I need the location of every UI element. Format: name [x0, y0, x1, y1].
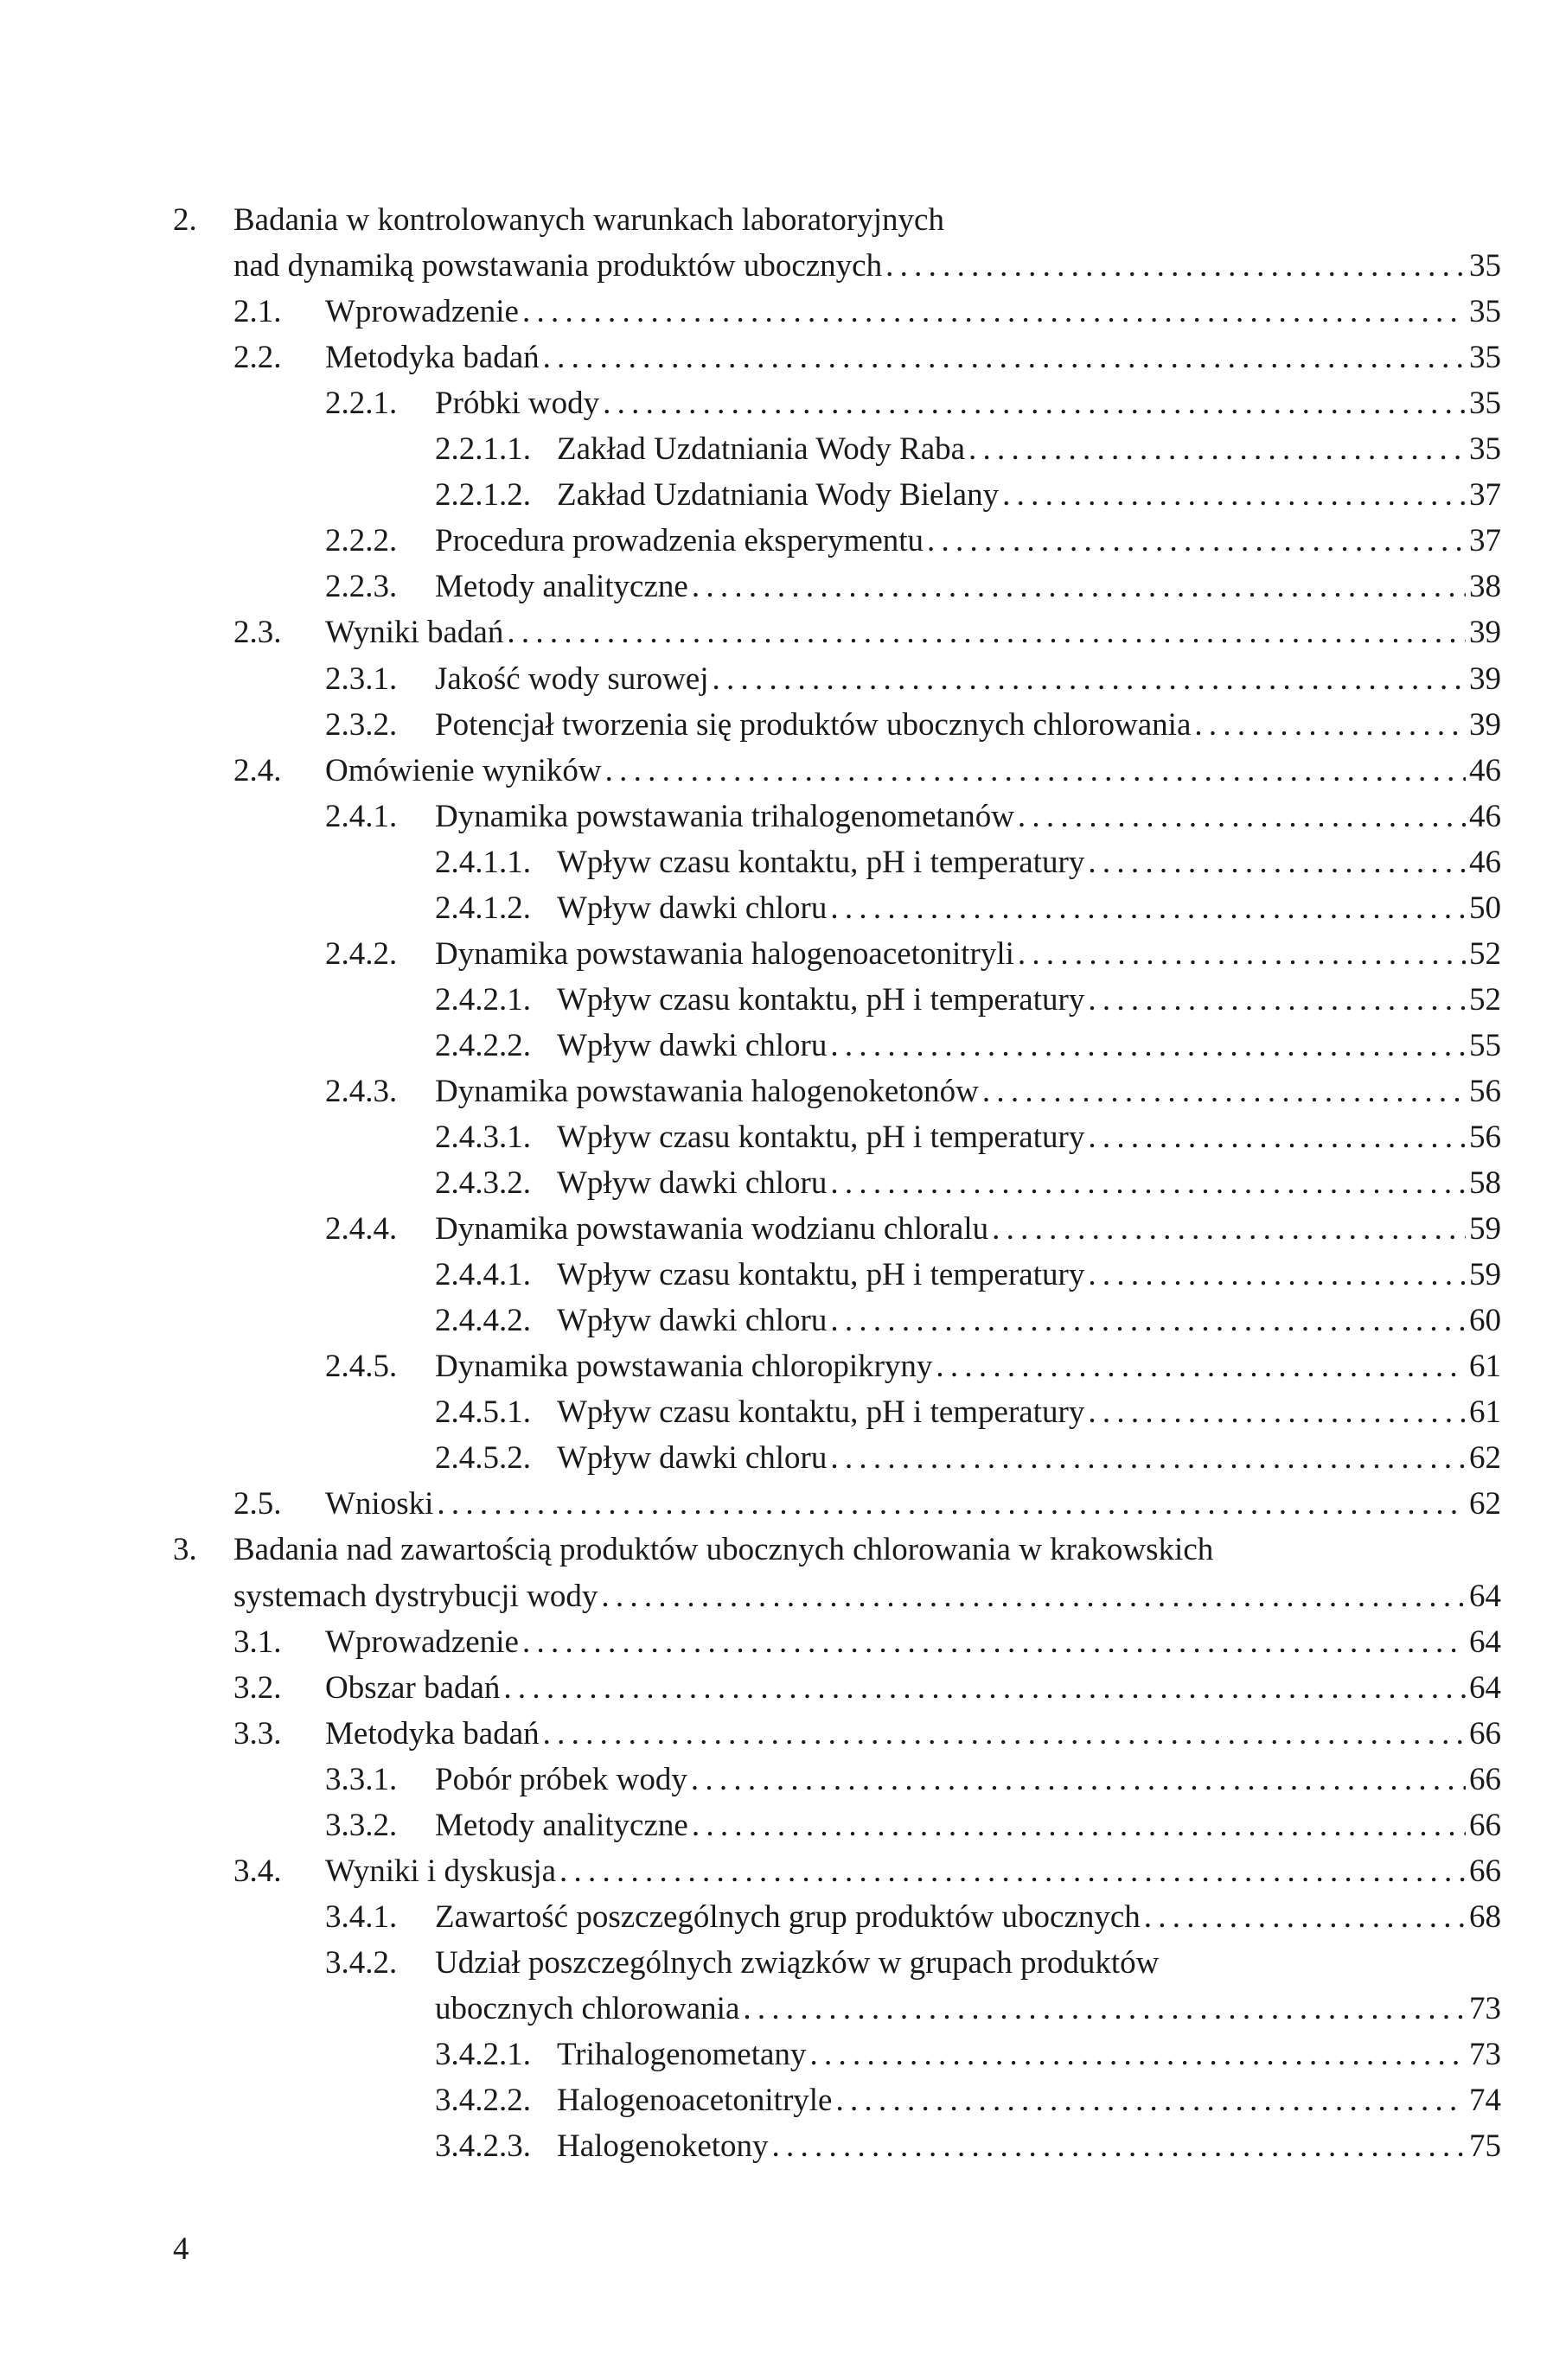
toc-entry-page: 50 — [1469, 890, 1501, 926]
toc-entry-number: 3.4.2.3. — [435, 2128, 531, 2165]
toc-entry-page: 73 — [1469, 2037, 1501, 2072]
toc-entry-line — [557, 2123, 1501, 2169]
toc-entry-number: 2.3. — [233, 615, 282, 651]
toc-entry-page: 35 — [1469, 431, 1501, 468]
toc-entry-title: Trihalogenometany — [557, 2037, 807, 2072]
toc-entry-page: 66 — [1469, 1807, 1501, 1843]
toc-entry-number: 3.4.2. — [325, 1944, 398, 1981]
toc-entry-number: 2.2.1.2. — [435, 477, 531, 514]
toc-entry-title: Wpływ dawki chloru — [557, 1303, 828, 1339]
toc-entry — [0, 1481, 1553, 1527]
toc-entry-number: 3.4.2.1. — [435, 2037, 531, 2072]
toc-entry-title: Dynamika powstawania trihalogenometanów — [435, 798, 1014, 834]
toc-entry — [0, 1986, 1553, 2032]
toc-entry-line — [557, 2032, 1501, 2077]
toc-entry-title: Halogenoketony — [557, 2128, 769, 2165]
dot-leader — [603, 380, 1466, 426]
toc-entry-title: Zakład Uzdatniania Wody Bielany — [557, 477, 1000, 514]
toc-entry-line — [557, 885, 1501, 931]
toc-entry-line — [557, 1298, 1501, 1343]
toc-entry-title: Potencjał tworzenia się produktów ubocznych chlorowania — [435, 706, 1192, 743]
toc-entry-line — [435, 794, 1501, 839]
toc-entry-line — [557, 2077, 1501, 2123]
toc-entry-title: Wpływ czasu kontaktu, pH i temperatury — [557, 844, 1085, 880]
toc-entry — [0, 564, 1553, 609]
dot-leader — [691, 1757, 1466, 1803]
toc-entry-number: 3.4.2.2. — [435, 2083, 531, 2119]
toc-entry — [0, 1389, 1553, 1435]
toc-entry-page: 66 — [1469, 1715, 1501, 1752]
toc-entry — [0, 1940, 1553, 1986]
dot-leader — [927, 518, 1466, 564]
toc-entry-title: Badania nad zawartością produktów ubocznych chlorowania w krakowskich — [233, 1532, 1214, 1568]
toc-entry-number: 2.4. — [233, 752, 282, 788]
toc-entry-line — [325, 748, 1501, 794]
toc-entry-title: Wpływ czasu kontaktu, pH i temperatury — [557, 981, 1085, 1018]
toc-entry-title: Wpływ dawki chloru — [557, 1165, 828, 1202]
toc-entry-title: Próbki wody — [435, 386, 600, 422]
toc-entry — [0, 2032, 1553, 2077]
dot-leader — [543, 335, 1466, 380]
dot-leader — [437, 1481, 1466, 1527]
dot-leader — [1002, 472, 1466, 518]
toc-entry-page: 62 — [1469, 1440, 1501, 1477]
toc-entry-number: 3.3. — [233, 1715, 282, 1752]
toc-entry-title: Metodyka badań — [325, 1715, 540, 1752]
toc-entry-title: Obszar badań — [325, 1669, 501, 1706]
toc-entry-page: 59 — [1469, 1211, 1501, 1247]
dot-leader — [503, 1665, 1466, 1711]
toc-entry-line — [557, 472, 1501, 518]
toc-entry-page: 73 — [1469, 1990, 1501, 2026]
toc-entry-line — [325, 609, 1501, 655]
dot-leader — [830, 1435, 1466, 1481]
toc-entry-number: 2.4.5.1. — [435, 1394, 531, 1431]
toc-entry — [0, 1665, 1553, 1711]
toc-entry — [0, 518, 1553, 564]
toc-entry-page: 61 — [1469, 1349, 1501, 1385]
toc-entry-page: 39 — [1469, 706, 1501, 743]
toc-entry-line — [325, 1619, 1501, 1665]
dot-leader — [692, 1803, 1466, 1848]
dot-leader — [830, 1160, 1466, 1206]
toc-entry-line — [557, 1114, 1501, 1160]
toc-entry-line — [557, 1435, 1501, 1481]
toc-entry-line — [435, 380, 1501, 426]
toc-entry — [0, 1343, 1553, 1389]
toc-entry-page: 35 — [1469, 294, 1501, 330]
dot-leader — [1088, 977, 1466, 1023]
dot-leader — [601, 1573, 1466, 1619]
toc-entry-line — [435, 1803, 1501, 1848]
toc-entry-title: Pobór próbek wody — [435, 1761, 687, 1797]
toc-entry-title: Metody analityczne — [435, 1807, 688, 1843]
toc-entry-title: Jakość wody surowej — [435, 660, 709, 697]
toc-entry-title: Badania w kontrolowanych warunkach laboratoryjnych — [233, 202, 944, 238]
toc-entry-number: 2.4.3.2. — [435, 1165, 531, 1202]
toc-entry-page: 74 — [1469, 2083, 1501, 2119]
toc-entry-title: Dynamika powstawania wodzianu chloralu — [435, 1211, 989, 1247]
toc-entry — [0, 1252, 1553, 1298]
toc-entry-page: 52 — [1469, 935, 1501, 972]
toc-entry-number: 2.4.5.2. — [435, 1440, 531, 1477]
toc-entry-line — [325, 1481, 1501, 1527]
toc-entry — [0, 1894, 1553, 1940]
dot-leader — [522, 1619, 1466, 1665]
dot-leader — [1088, 1252, 1466, 1298]
toc-entry-line — [557, 1023, 1501, 1069]
toc-entry-number: 3. — [173, 1532, 197, 1568]
toc-entry-line — [325, 289, 1501, 335]
toc-entry-title: Wpływ czasu kontaktu, pH i temperatury — [557, 1257, 1085, 1293]
toc-entry-title: Metodyka badań — [325, 340, 540, 376]
toc-entry — [0, 885, 1553, 931]
toc-entry — [0, 977, 1553, 1023]
toc-entry-line — [233, 243, 1501, 289]
dot-leader — [692, 564, 1466, 609]
toc-entry-number: 2.4.1.2. — [435, 890, 531, 926]
toc-entry — [0, 656, 1553, 702]
toc-entry-line — [557, 1252, 1501, 1298]
toc-entry — [0, 1803, 1553, 1848]
dot-leader — [1018, 931, 1466, 977]
dot-leader — [543, 1711, 1466, 1757]
toc-entry-title: Wpływ czasu kontaktu, pH i temperatury — [557, 1120, 1085, 1155]
toc-entry — [0, 1435, 1553, 1481]
toc-entry — [0, 1160, 1553, 1206]
toc-entry-title: Metody analityczne — [435, 569, 688, 605]
toc-entry-title: systemach dystrybucji wody — [233, 1578, 598, 1614]
toc-entry-title: Wprowadzenie — [325, 294, 519, 330]
toc-entry — [0, 702, 1553, 748]
toc-entry-line — [435, 564, 1501, 609]
dot-leader — [1088, 1389, 1466, 1435]
toc-entry-number: 2.4.2. — [325, 935, 398, 972]
toc-entry-number: 2.2.3. — [325, 569, 398, 605]
toc-entry-number: 2.4.2.1. — [435, 981, 531, 1018]
toc-entry-page: 60 — [1469, 1303, 1501, 1339]
toc-entry-line — [325, 1711, 1501, 1757]
page-number: 4 — [173, 2231, 189, 2267]
toc-entry-number: 3.3.1. — [325, 1761, 398, 1797]
toc-entry-page: 46 — [1469, 752, 1501, 788]
toc-entry-number: 2.4.2.2. — [435, 1027, 531, 1063]
toc-entry-title: Zawartość poszczególnych grup produktów ubocznych — [435, 1898, 1141, 1935]
toc-entry — [0, 1206, 1553, 1252]
toc-entry-line — [557, 426, 1501, 472]
toc-entry-number: 2.4.4.2. — [435, 1303, 531, 1339]
toc-entry-page: 39 — [1469, 615, 1501, 651]
dot-leader — [1194, 702, 1466, 748]
toc-entry-line — [435, 1343, 1501, 1389]
toc-entry-page: 55 — [1469, 1027, 1501, 1063]
toc-entry — [0, 197, 1553, 243]
toc-entry — [0, 1069, 1553, 1114]
toc-entry-number: 2.3.2. — [325, 706, 398, 743]
toc-entry-line — [557, 1389, 1501, 1435]
toc-entry-page: 46 — [1469, 798, 1501, 834]
toc-entry-number: 2.2.1. — [325, 386, 398, 422]
toc-entry-page: 52 — [1469, 981, 1501, 1018]
toc-entry-title: Wyniki badań — [325, 615, 504, 651]
toc-entry-line — [557, 977, 1501, 1023]
toc-entry-number: 2.1. — [233, 294, 282, 330]
toc-entry-page: 59 — [1469, 1257, 1501, 1293]
dot-leader — [992, 1206, 1466, 1252]
toc-entry-number: 2.4.3.1. — [435, 1120, 531, 1155]
dot-leader — [809, 2032, 1466, 2077]
dot-leader — [1088, 1114, 1466, 1160]
toc-entry-title: Wprowadzenie — [325, 1624, 519, 1660]
toc-entry-number: 2.3.1. — [325, 660, 398, 697]
toc-entry-title: Wpływ dawki chloru — [557, 1440, 828, 1477]
toc-entry-title: Wpływ dawki chloru — [557, 1027, 828, 1063]
dot-leader — [507, 609, 1466, 655]
toc-entry-page: 35 — [1469, 340, 1501, 376]
toc-entry-title: Wpływ dawki chloru — [557, 890, 828, 926]
toc-entry-number: 3.3.2. — [325, 1807, 398, 1843]
toc-entry-page: 64 — [1469, 1578, 1501, 1614]
toc-entry — [0, 335, 1553, 380]
toc-entry-number: 2.2.2. — [325, 523, 398, 559]
toc-entry-number: 2.4.4.1. — [435, 1257, 531, 1293]
toc-entry — [0, 748, 1553, 794]
toc-entry — [0, 931, 1553, 977]
toc-entry — [0, 1114, 1553, 1160]
toc-entry-page: 56 — [1469, 1120, 1501, 1155]
toc-entry-line — [325, 335, 1501, 380]
toc-entry-page: 68 — [1469, 1898, 1501, 1935]
toc-entry — [0, 609, 1553, 655]
toc-entry-number: 3.4.1. — [325, 1898, 398, 1935]
dot-leader — [830, 1298, 1466, 1343]
toc-entry-title: Dynamika powstawania halogenoacetonitryli — [435, 935, 1014, 972]
dot-leader — [1018, 794, 1466, 839]
dot-leader — [713, 656, 1466, 702]
toc-entry-line — [435, 1894, 1501, 1940]
dot-leader — [936, 1343, 1466, 1389]
toc-entry — [0, 1619, 1553, 1665]
toc-entry — [0, 1848, 1553, 1894]
toc-entry-line — [557, 839, 1501, 885]
toc-entry-title: Zakład Uzdatniania Wody Raba — [557, 431, 966, 468]
dot-leader — [982, 1069, 1466, 1114]
toc-entry-page: 46 — [1469, 844, 1501, 880]
toc-entry-title: Wnioski — [325, 1486, 434, 1522]
toc-entry — [0, 794, 1553, 839]
toc-entry-page: 56 — [1469, 1073, 1501, 1109]
toc-entry — [0, 1298, 1553, 1343]
toc-entry-line — [325, 1848, 1501, 1894]
toc-entry-number: 2.2. — [233, 340, 282, 376]
toc-entry-line — [435, 702, 1501, 748]
toc-entry-line — [557, 1160, 1501, 1206]
dot-leader — [830, 1023, 1466, 1069]
toc-entry-title: Wyniki i dyskusja — [325, 1853, 557, 1889]
dot-leader — [830, 885, 1466, 931]
dot-leader — [522, 289, 1466, 335]
toc-entry-number: 2. — [173, 202, 197, 238]
dot-leader — [559, 1848, 1466, 1894]
toc-entry-title: Udział poszczególnych związków w grupach produktów — [435, 1944, 1160, 1981]
toc-entry — [0, 2077, 1553, 2123]
dot-leader — [1144, 1894, 1466, 1940]
toc-entry — [0, 1711, 1553, 1757]
toc-entry-page: 64 — [1469, 1669, 1501, 1706]
dot-leader — [605, 748, 1466, 794]
toc-entry — [0, 1527, 1553, 1573]
toc-entry-page: 62 — [1469, 1486, 1501, 1522]
toc-entry-line — [233, 1573, 1501, 1619]
toc-entry-number: 2.2.1.1. — [435, 431, 531, 468]
toc-entry-number: 2.5. — [233, 1486, 282, 1522]
toc-entry-title: ubocznych chlorowania — [435, 1990, 740, 2026]
toc-entry — [0, 1757, 1553, 1803]
toc-entry-title: Omówienie wyników — [325, 752, 602, 788]
toc-entry-page: 66 — [1469, 1853, 1501, 1889]
toc-entry-title: Dynamika powstawania halogenoketonów — [435, 1073, 979, 1109]
toc-entry — [0, 243, 1553, 289]
toc-entry — [0, 380, 1553, 426]
toc-entry-line — [435, 1757, 1501, 1803]
toc-entry-number: 3.1. — [233, 1624, 282, 1660]
toc-entry — [0, 839, 1553, 885]
toc-entry-page: 64 — [1469, 1624, 1501, 1660]
toc-entry-page: 66 — [1469, 1761, 1501, 1797]
dot-leader — [743, 1986, 1466, 2032]
toc-entry-number: 2.4.4. — [325, 1211, 398, 1247]
toc-entry-page: 75 — [1469, 2128, 1501, 2165]
toc-entry-number: 2.4.3. — [325, 1073, 398, 1109]
toc-entry-page: 61 — [1469, 1394, 1501, 1431]
toc-entry-line — [435, 1986, 1501, 2032]
toc-entry-line — [435, 1206, 1501, 1252]
toc-entry-line — [435, 1069, 1501, 1114]
toc-entry — [0, 426, 1553, 472]
toc-entry-number: 3.4. — [233, 1853, 282, 1889]
toc-entry-number: 2.4.5. — [325, 1349, 398, 1385]
dot-leader — [885, 243, 1466, 289]
toc-entry — [0, 289, 1553, 335]
toc-entry-page: 37 — [1469, 523, 1501, 559]
toc-entry-page: 37 — [1469, 477, 1501, 514]
toc-entry-line — [435, 931, 1501, 977]
dot-leader — [772, 2123, 1466, 2169]
toc-entry-title: Procedura prowadzenia eksperymentu — [435, 523, 924, 559]
toc-entry-page: 38 — [1469, 569, 1501, 605]
toc-entry — [0, 472, 1553, 518]
toc-entry — [0, 1023, 1553, 1069]
toc-entry-line — [435, 656, 1501, 702]
toc-entry-page: 58 — [1469, 1165, 1501, 1202]
toc-entry — [0, 2123, 1553, 2169]
dot-leader — [1088, 839, 1466, 885]
toc-entry-title: Halogenoacetonitryle — [557, 2083, 833, 2119]
toc-entry-title: nad dynamiką powstawania produktów ubocznych — [233, 248, 883, 284]
toc-entry-number: 2.4.1. — [325, 798, 398, 834]
toc-entry-page: 35 — [1469, 248, 1501, 284]
toc-entry-page: 35 — [1469, 386, 1501, 422]
toc-entry — [0, 1573, 1553, 1619]
toc-entry-line — [325, 1665, 1501, 1711]
dot-leader — [835, 2077, 1466, 2123]
toc-entry-line — [435, 518, 1501, 564]
dot-leader — [968, 426, 1466, 472]
toc-entry-page: 39 — [1469, 660, 1501, 697]
toc-entry-title: Wpływ czasu kontaktu, pH i temperatury — [557, 1394, 1085, 1431]
toc-entry-number: 3.2. — [233, 1669, 282, 1706]
toc-entry-number: 2.4.1.1. — [435, 844, 531, 880]
toc-entry-title: Dynamika powstawania chloropikryny — [435, 1349, 933, 1385]
